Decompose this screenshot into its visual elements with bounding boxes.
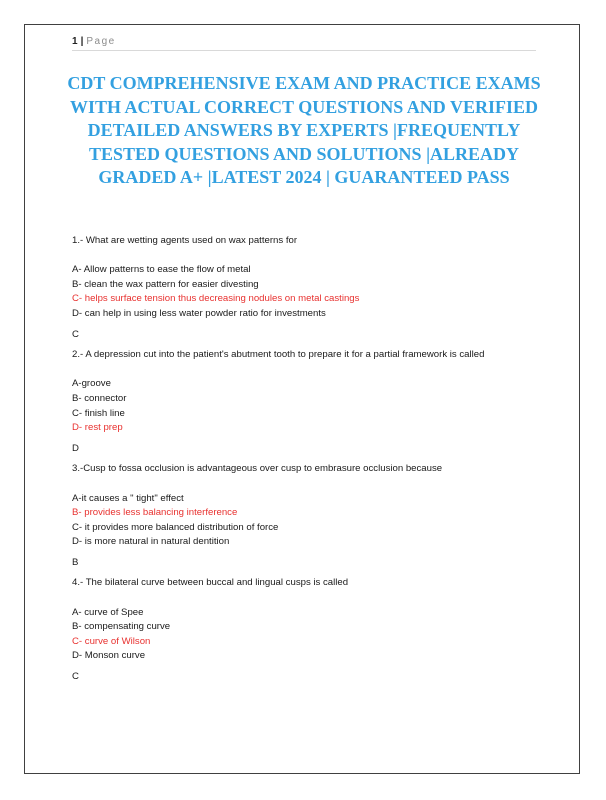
page-number: 1 <box>72 36 78 47</box>
question-text: 2.- A depression cut into the patient's abutment tooth to prepare it for a partial framework is called <box>72 349 485 361</box>
option: C- it provides more balanced distribution of force <box>72 521 279 533</box>
option-list <box>72 492 542 550</box>
option-list <box>72 263 542 321</box>
answer-letter: C <box>72 671 79 683</box>
option: B- compensating curve <box>72 621 171 633</box>
option: A- curve of Spee <box>72 606 144 618</box>
answer-letter: B <box>72 556 79 568</box>
option: D- Monson curve <box>72 650 146 662</box>
question-block <box>72 462 542 570</box>
option: B- connector <box>72 392 127 404</box>
question-text: 4.- The bilateral curve between buccal and lingual cusps is called <box>72 577 349 589</box>
correct-option: D- rest prep <box>72 422 123 434</box>
option: D- can help in using less water powder ratio for investments <box>72 307 326 319</box>
answer-letter: C <box>72 328 79 340</box>
question-block <box>72 576 542 684</box>
question-list <box>72 234 542 691</box>
document-title: CDT COMPREHENSIVE EXAM AND PRACTICE EXAMS WITH ACTUAL CORRECT QUESTIONS AND VERIFIED DETAILED ANSWERS BY EXPERTS |FREQUENTLY TESTED QUESTIONS AND SOLUTIONS |ALREADY GRADED A+ |LATEST 2024 | GUARANTEED PASS <box>67 73 541 187</box>
header-separator: | <box>80 36 84 47</box>
page-word: Page <box>86 36 116 47</box>
option-list <box>72 377 542 435</box>
answer-letter: D <box>72 442 79 454</box>
option: A-groove <box>72 378 111 390</box>
option: C- finish line <box>72 407 125 419</box>
option: D- is more natural in natural dentition <box>72 536 230 548</box>
question-block <box>72 348 542 456</box>
option: B- clean the wax pattern for easier divesting <box>72 278 259 290</box>
question-block <box>72 234 542 342</box>
correct-option: B- provides less balancing interference <box>72 507 238 519</box>
correct-option: C- curve of Wilson <box>72 635 151 647</box>
question-text: 1.- What are wetting agents used on wax patterns for <box>72 235 298 246</box>
question-text: 3.-Cusp to fossa occlusion is advantageous over cusp to embrasure occlusion because <box>72 463 443 475</box>
correct-option: C- helps surface tension thus decreasing nodules on metal castings <box>72 293 360 305</box>
page-header <box>72 34 536 51</box>
option: A- Allow patterns to ease the flow of metal <box>72 264 251 276</box>
option: A-it causes a " tight" effect <box>72 492 184 504</box>
option-list <box>72 606 542 664</box>
